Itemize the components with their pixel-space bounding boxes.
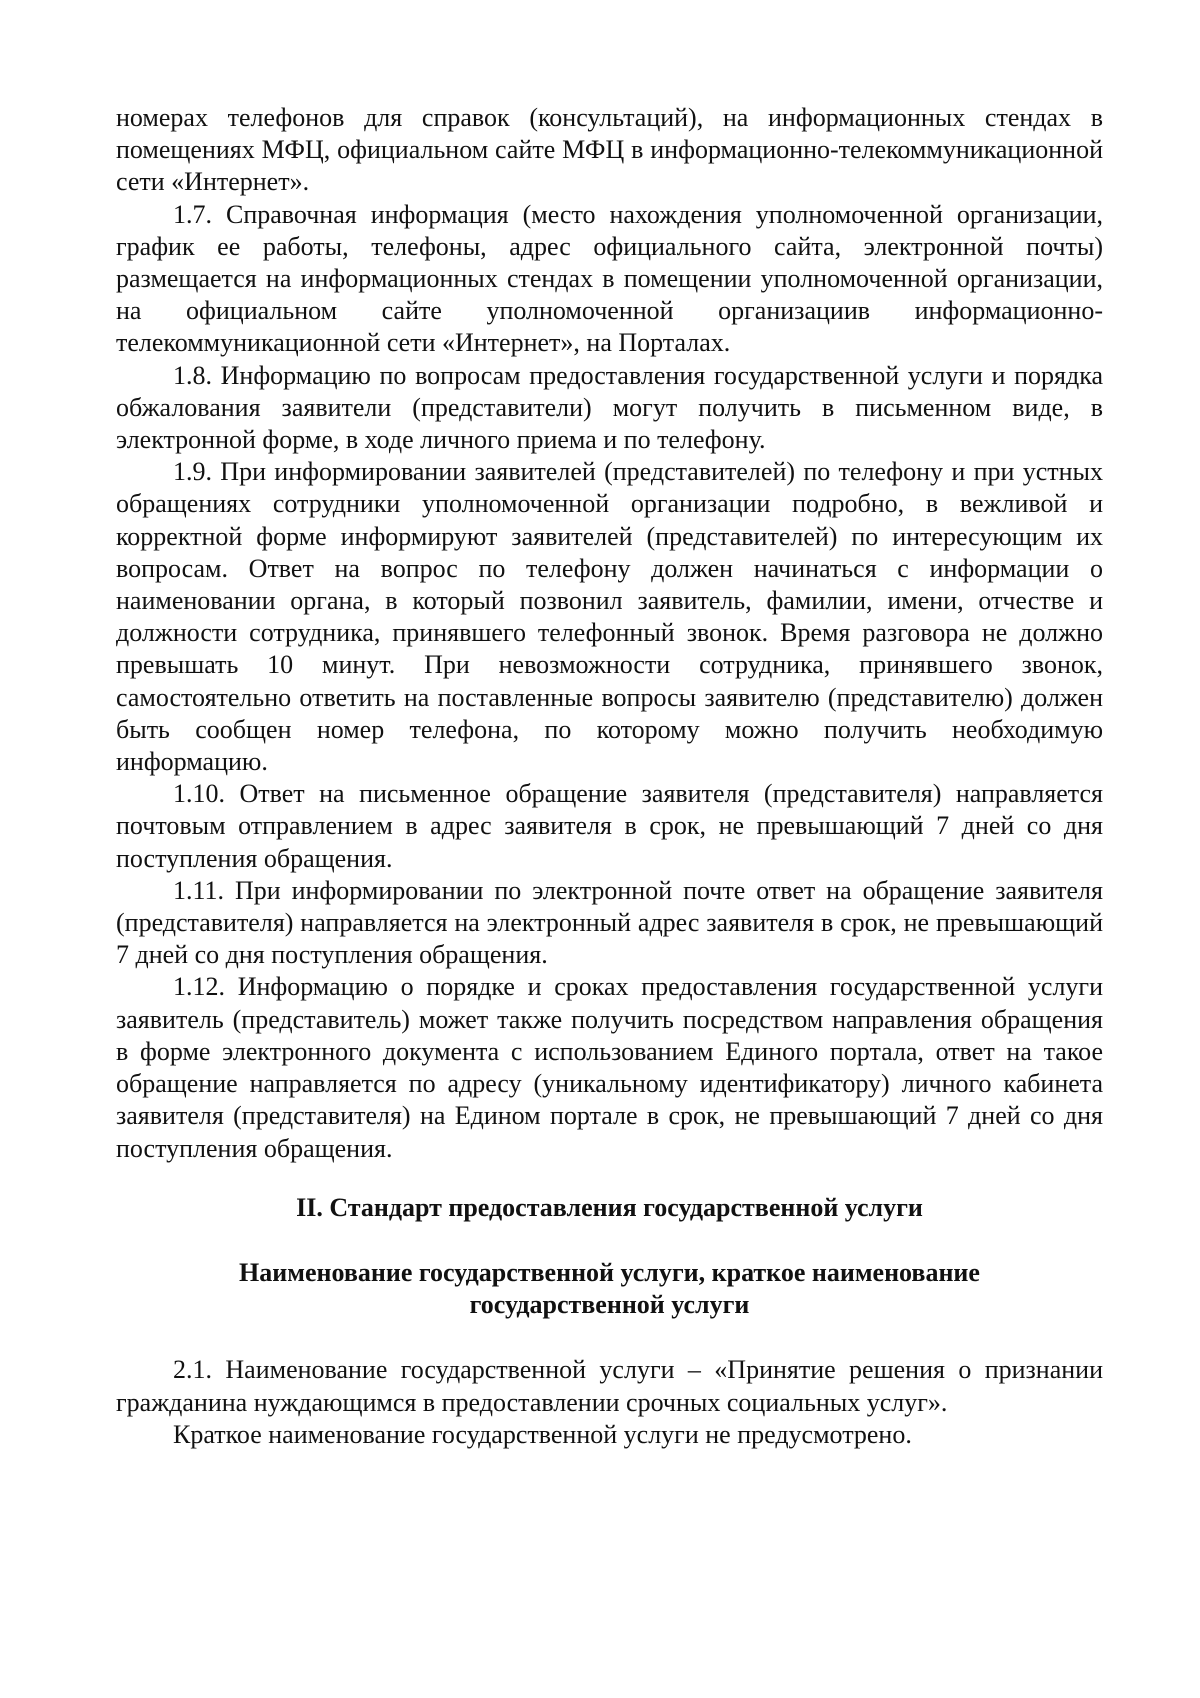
paragraph-1-10: 1.10. Ответ на письменное обращение заявителя (представителя) направляется почтовым отправлением в адрес заявителя в срок, не превышающий 7 дней со дня поступления обращения.: [116, 779, 1103, 873]
paragraph-1-11: 1.11. При информировании по электронной почте ответ на обращение заявителя (представителя) направляется на электронный адрес заявителя в срок, не превышающий 7 дней со дня поступления обращения.: [116, 875, 1103, 970]
paragraph-1-9: 1.9. При информировании заявителей (представителей) по телефону и при устных обращениях сотрудники уполномоченной организации подробно, в вежливой и корректной форме информируют заявителей (представителей) по интересующим их вопросам. Ответ на вопрос по телефону должен начинаться с информации о наименовании органа, в который позвонил заявитель, фамилии, имени, отчестве и должности сотрудника, принявшего телефонный звонок. Время разговора не должно превышать 10 минут. При невозможности сотрудника, принявшего звонок, самостоятельно ответить на поставленные вопросы заявителю (представителю) должен быть сообщен номер телефона, по которому можно получить необходимую информацию.: [116, 457, 1103, 777]
paragraph-1-7: 1.7. Справочная информация (место нахождения уполномоченной организации, график ее работы, телефоны, адрес официального сайта, электронной почты) размещается на информационных стендах в помещении уполномоченной организации, на официальном сайте уполномоченной организациив информационно-телекоммуникационной сети «Интернет», на Порталах.: [116, 199, 1103, 358]
paragraph-1-12: 1.12. Информацию о порядке и сроках предоставления государственной услуги заявитель (представитель) может также получить посредством направления обращения в форме электронного документа с использованием Единого портала, ответ на такое обращение направляется по адресу (уникальному идентификатору) личного кабинета заявителя (представителя) на Едином портале в срок, не превышающий 7 дней со дня поступления обращения.: [116, 972, 1103, 1163]
paragraph-short-name: Краткое наименование государственной услуги не предусмотрено.: [173, 1419, 912, 1449]
paragraph-continuation: номерах телефонов для справок (консультаций), на информационных стендах в помещениях МФЦ, официальном сайте МФЦ в информационно-телекоммуникационной сети «Интернет».: [116, 103, 1103, 197]
section-heading: II. Стандарт предоставления государственной услуги: [296, 1192, 923, 1222]
paragraph-1-8: 1.8. Информацию по вопросам предоставления государственной услуги и порядка обжалования заявители (представители) могут получить в письменном виде, в электронной форме, в ходе личного приема и по телефону.: [116, 360, 1103, 455]
paragraph-2-1: 2.1. Наименование государственной услуги – «Принятие решения о признании гражданина нуждающимся в предоставлении срочных социальных услуг».: [116, 1355, 1103, 1417]
subsection-heading: Наименование государственной услуги, краткое наименование государственной услуги: [239, 1257, 980, 1320]
document-page: [116, 102, 1103, 1451]
